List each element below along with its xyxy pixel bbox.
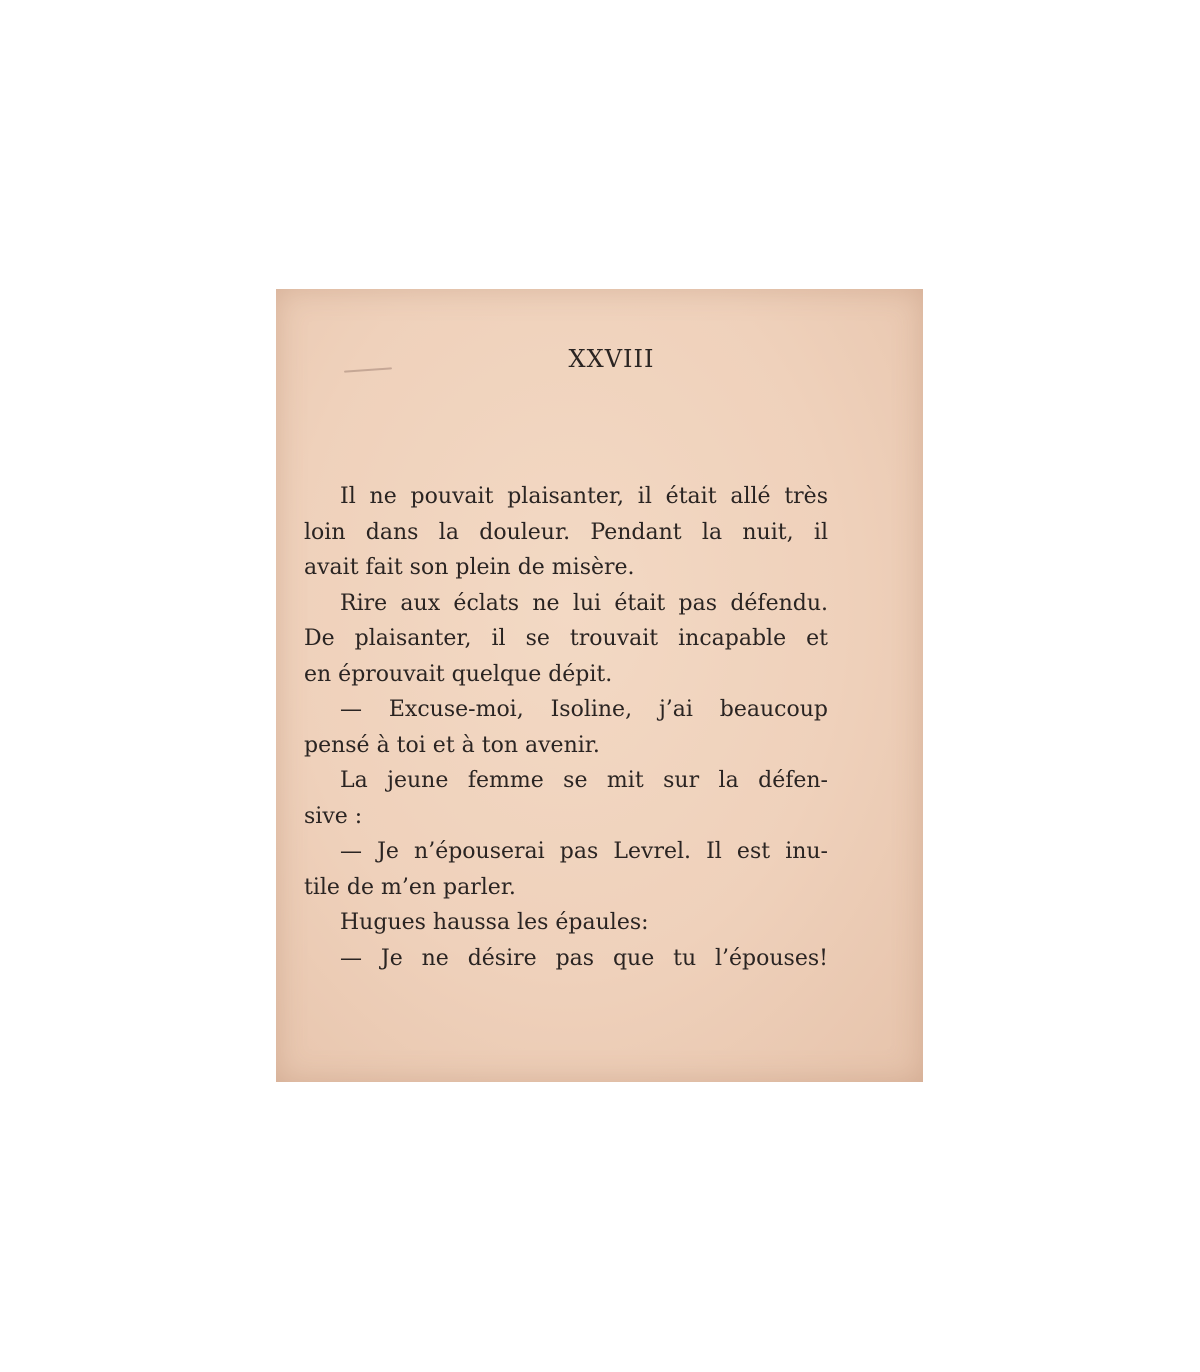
book-page	[276, 289, 923, 1082]
text-line: La jeune femme se mit sur la défen-	[340, 768, 828, 793]
text-line: avait fait son plein de misère.	[304, 555, 635, 580]
text-line: Hugues haussa les épaules:	[340, 910, 649, 935]
chapter-text	[304, 479, 828, 976]
text-line: en éprouvait quelque dépit.	[304, 661, 613, 687]
text-line: pensé à toi et à ton avenir.	[304, 732, 600, 758]
text-line: Il ne pouvait plaisanter, il était allé très	[340, 484, 828, 509]
text-line: — Je ne désire pas que tu l’épouses!	[340, 945, 828, 971]
text-line: — Je n’épouserai pas Levrel. Il est inu-	[340, 839, 828, 864]
text-line: Rire aux éclats ne lui était pas défendu.	[340, 590, 828, 616]
text-line: — Excuse-moi, Isoline, j’ai beaucoup	[340, 697, 828, 722]
text-line: De plaisanter, il se trouvait incapable et	[304, 626, 828, 651]
text-line: sive :	[304, 803, 363, 829]
chapter-heading: XXVIII	[568, 345, 655, 373]
text-line: loin dans la douleur. Pendant la nuit, il	[304, 519, 828, 545]
text-line: tile de m’en parler.	[304, 874, 516, 900]
